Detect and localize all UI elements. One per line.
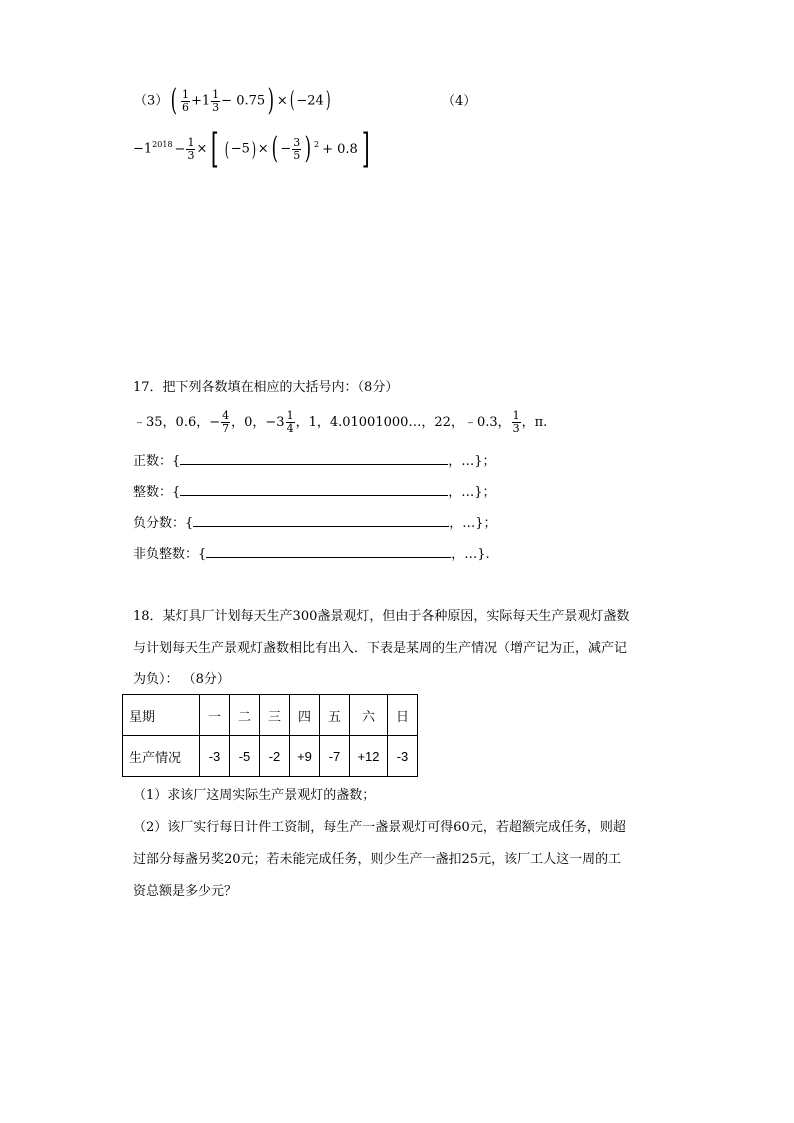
answer-row-negative-fraction <box>133 514 497 534</box>
minus-sign: − <box>174 141 186 157</box>
paren-right-4: ) <box>304 131 312 166</box>
answer-row-positive <box>133 452 496 472</box>
answer-end: ，…}； <box>449 516 497 531</box>
q16-part4-expression <box>133 126 373 172</box>
table-cell: 三 <box>260 695 290 736</box>
bracket-right: ] <box>361 126 370 172</box>
paren-left-4: ( <box>271 131 278 166</box>
table-head-weekday: 星期 <box>123 695 200 736</box>
fraction-3-5: $\frac{3}{5}$ <box>293 135 301 162</box>
table-head-production: 生产情况 <box>123 736 200 777</box>
numbers-part4: ，1，4.01001000…，22，﹣0.3， <box>295 415 511 430</box>
q16-part3-expression <box>134 83 332 118</box>
paren-right-3: ) <box>251 137 256 161</box>
table-cell: 日 <box>388 695 418 736</box>
fraction-1-3: $\frac{1}{3}$ <box>212 87 220 114</box>
production-table <box>122 694 418 777</box>
q16-part3-label: （3） <box>134 93 169 109</box>
table-cell: 六 <box>350 695 388 736</box>
paren-left-2: ( <box>289 88 295 113</box>
q18-line1: 18．某灯具厂计划每天生产300盏景观灯，但由于各种原因，实际每天生产景观灯盏数 <box>133 609 630 624</box>
q18-sub2-line3: 资总额是多少元？ <box>133 884 238 899</box>
fraction-1-6: $\frac{1}{6}$ <box>182 87 189 114</box>
table-cell: 一 <box>200 695 230 736</box>
answer-blank[interactable] <box>180 483 448 496</box>
answer-end: ，…}； <box>448 454 496 469</box>
answer-end: ，…}. <box>451 547 490 562</box>
table-cell: +9 <box>290 736 320 777</box>
q18-line2: 与计划每天生产景观灯盏数相比有出入．下表是某周的生产情况（增产记为正，减产记 <box>133 641 628 656</box>
table-cell: -3 <box>388 736 418 777</box>
times-sign-2: × <box>257 141 269 157</box>
table-cell: 四 <box>290 695 320 736</box>
q17-title: 17．把下列各数填在相应的大括号内：（8分） <box>133 380 399 395</box>
neg-sign: − <box>280 141 292 157</box>
numbers-part1: ﹣35，0.6， <box>133 415 210 430</box>
paren-right-2: ) <box>325 88 331 113</box>
paren-right: ) <box>267 83 275 118</box>
exponent-2: 2 <box>314 140 320 150</box>
answer-row-integer <box>133 483 496 503</box>
table-row <box>123 695 418 736</box>
answer-blank[interactable] <box>180 452 448 465</box>
fraction-4-7: $\frac{4}{7}$ <box>222 409 230 435</box>
answer-label: 整数：{ <box>133 485 181 500</box>
neg-sign-b: − <box>209 415 221 430</box>
answer-blank[interactable] <box>206 545 451 558</box>
table-cell: -3 <box>200 736 230 777</box>
minus-075: − 0.75 <box>221 93 266 109</box>
q18-sub2-line2: 过部分每盏另奖20元；若未能完成任务，则少生产一盏扣25元，该厂工人这一周的工 <box>133 852 622 867</box>
minus-24: −24 <box>296 93 324 109</box>
bracket-left: [ <box>211 126 220 172</box>
table-cell: -5 <box>230 736 260 777</box>
answer-label: 正数：{ <box>133 454 181 469</box>
times-sign: × <box>276 93 288 109</box>
exponent-2018: 2018 <box>152 140 173 150</box>
fraction-1-4: $\frac{1}{4}$ <box>286 409 294 435</box>
paren-left: ( <box>170 83 178 118</box>
fraction-1-3b: $\frac{1}{3}$ <box>187 135 195 162</box>
plus-one: +1 <box>191 93 211 109</box>
paren-left-3: ( <box>224 137 230 161</box>
minus-one: −1 <box>133 141 153 157</box>
fraction-1-3c: $\frac{1}{3}$ <box>512 409 520 435</box>
plus-08: + 0.8 <box>322 141 358 157</box>
q18-line3: 为负）： （8分） <box>133 672 230 687</box>
answer-row-nonnegative-integer <box>133 545 490 565</box>
table-cell: 二 <box>230 695 260 736</box>
q18-sub1: （1）求该厂这周实际生产景观灯的盏数； <box>133 788 376 803</box>
table-cell: +12 <box>350 736 388 777</box>
q16-part4-label: （4） <box>442 94 477 109</box>
table-cell: -2 <box>260 736 290 777</box>
minus-5: −5 <box>230 141 250 157</box>
q18-sub2-line1: （2）该厂实行每日计件工资制，每生产一盏景观灯可得60元，若超额完成任务，则超 <box>133 820 626 835</box>
answer-label: 非负整数：{ <box>133 547 207 562</box>
answer-blank[interactable] <box>193 514 449 527</box>
numbers-part6: ，π. <box>521 415 548 430</box>
answer-label: 负分数：{ <box>133 516 194 531</box>
table-row <box>123 736 418 777</box>
q17-number-list <box>133 410 547 435</box>
times-sign-1: × <box>196 141 208 157</box>
table-cell: 五 <box>320 695 350 736</box>
answer-end: ，…}； <box>448 485 496 500</box>
numbers-part3: ，0，−3 <box>231 415 285 430</box>
table-cell: -7 <box>320 736 350 777</box>
